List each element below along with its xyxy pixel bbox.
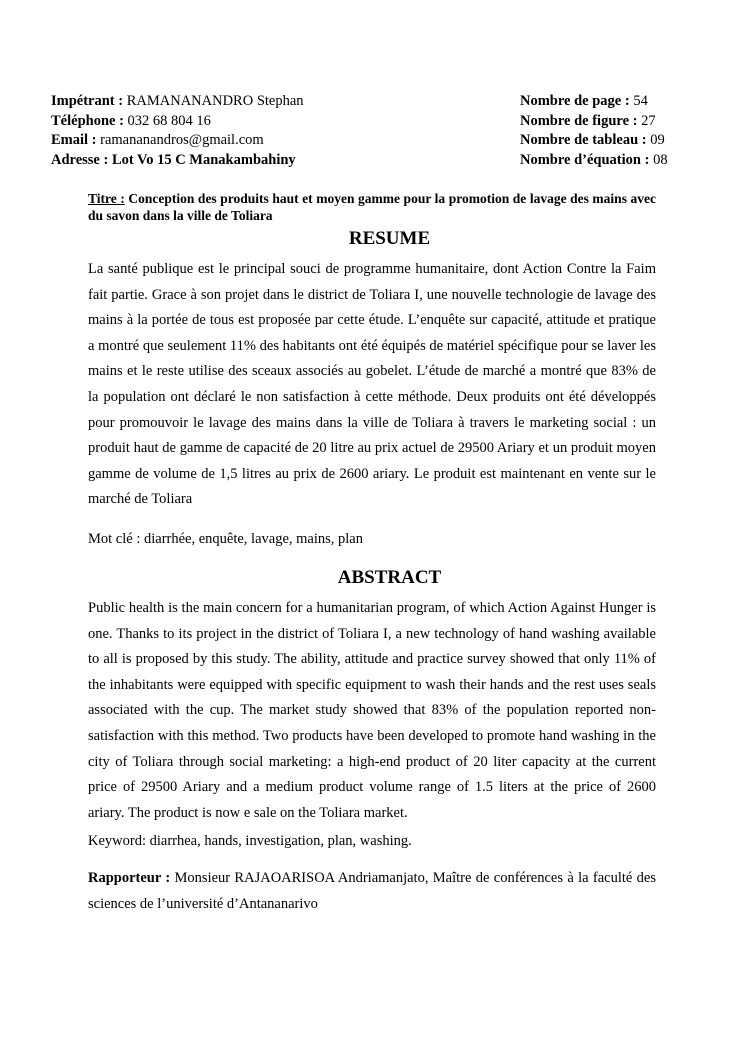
title-text: Conception des produits haut et moyen gamme pour la promotion de lavage des mains avec du savon dans la ville de Toliara [88,191,656,223]
resume-keywords: Mot clé : diarrhée, enquête, lavage, mains, plan [88,531,363,547]
rapporteur-label: Rapporteur : [88,870,171,886]
abstract-keywords: Keyword: diarrhea, hands, investigation, plan, washing. [88,833,412,849]
figures-label: Nombre de figure : [520,112,638,129]
email-label: Email : [51,132,97,148]
impetrant-value: RAMANANANDRO Stephan [126,93,304,109]
adresse-line: Adresse : Lot Vo 15 C Manakambahiny [51,151,296,168]
rapporteur [88,866,656,917]
author-info [51,92,491,170]
email-value: ramananandros@gmail.com [100,132,264,148]
document-title [88,190,656,224]
equations-label: Nombre d’équation : [520,151,650,168]
abstract-heading: ABSTRACT [337,567,442,588]
figures-count-line [520,112,740,132]
pages-value: 54 [633,93,648,109]
abstract-paragraph: Public health is the main concern for a humanitarian program, of which Action Against Hunger is one. Thanks to its project in the district of Toliara I, a new technology of hand washing available to all is proposed by this study. The ability, attitude and practice survey showed that only 11% of the inhabitants were equipped with specific equipment to wash their hands and the rest uses seals associated with the cup. The market study showed that 83% of the population reported non-satisfaction with this method. Two products have been developed to promote hand washing in the city of Toliara through social marketing: a high-end product of 20 liter capacity at the current price of 29500 Ariary and a medium product volume range of 1.5 liters at the price of 2600 ariary. The product is now e sale on the Toliara market. [88,600,656,821]
tableaux-count-line [520,131,740,151]
figures-value: 27 [641,112,656,129]
impetrant-label: Impétrant : [51,93,124,109]
equations-count-line [520,151,740,171]
pages-count-line [520,92,740,112]
email-line [51,131,491,151]
telephone-label: Téléphone : [51,112,124,129]
telephone-value: 032 68 804 16 [127,112,211,129]
impetrant-line [51,92,491,112]
rapporteur-text: Monsieur RAJAOARISOA Andriamanjato, Maître de conférences à la faculté des sciences de l’université d’Antananarivo [88,870,656,912]
resume-heading: RESUME [348,228,431,249]
title-label: Titre [88,191,121,206]
title-colon: : [120,191,125,206]
resume-paragraph: La santé publique est le principal souci de programme humanitaire, dont Action Contre la Faim fait partie. Grace à son projet dans le district de Toliara I, une nouvelle technologie de lavage des mains à la portée de tous est proposée par cette étude. L’enquête sur capacité, attitude et pratique a montré que seulement 11% des habitants ont été équipés de matériel spécifique pour se laver les mains et le reste utilise des sceaux associés au gobelet. L’étude de marché a montré que 83% de la population ont déclaré le non satisfaction à cette méthode. Deux produits ont été développés pour promouvoir le lavage des mains dans la ville de Toliara à travers le marketing social : un produit haut de gamme de capacité de 20 litre au prix actuel de 29500 Ariary et un produit moyen gamme de volume de 1,5 litres au prix de 2600 ariary. Le produit est maintenant en vente sur le marché de Toliara [88,261,656,508]
equations-value: 08 [653,151,668,168]
tableaux-value: 09 [650,132,665,148]
document-stats [520,92,740,170]
telephone-line [51,112,491,132]
tableaux-label: Nombre de tableau : [520,132,647,148]
pages-label: Nombre de page : [520,93,630,109]
